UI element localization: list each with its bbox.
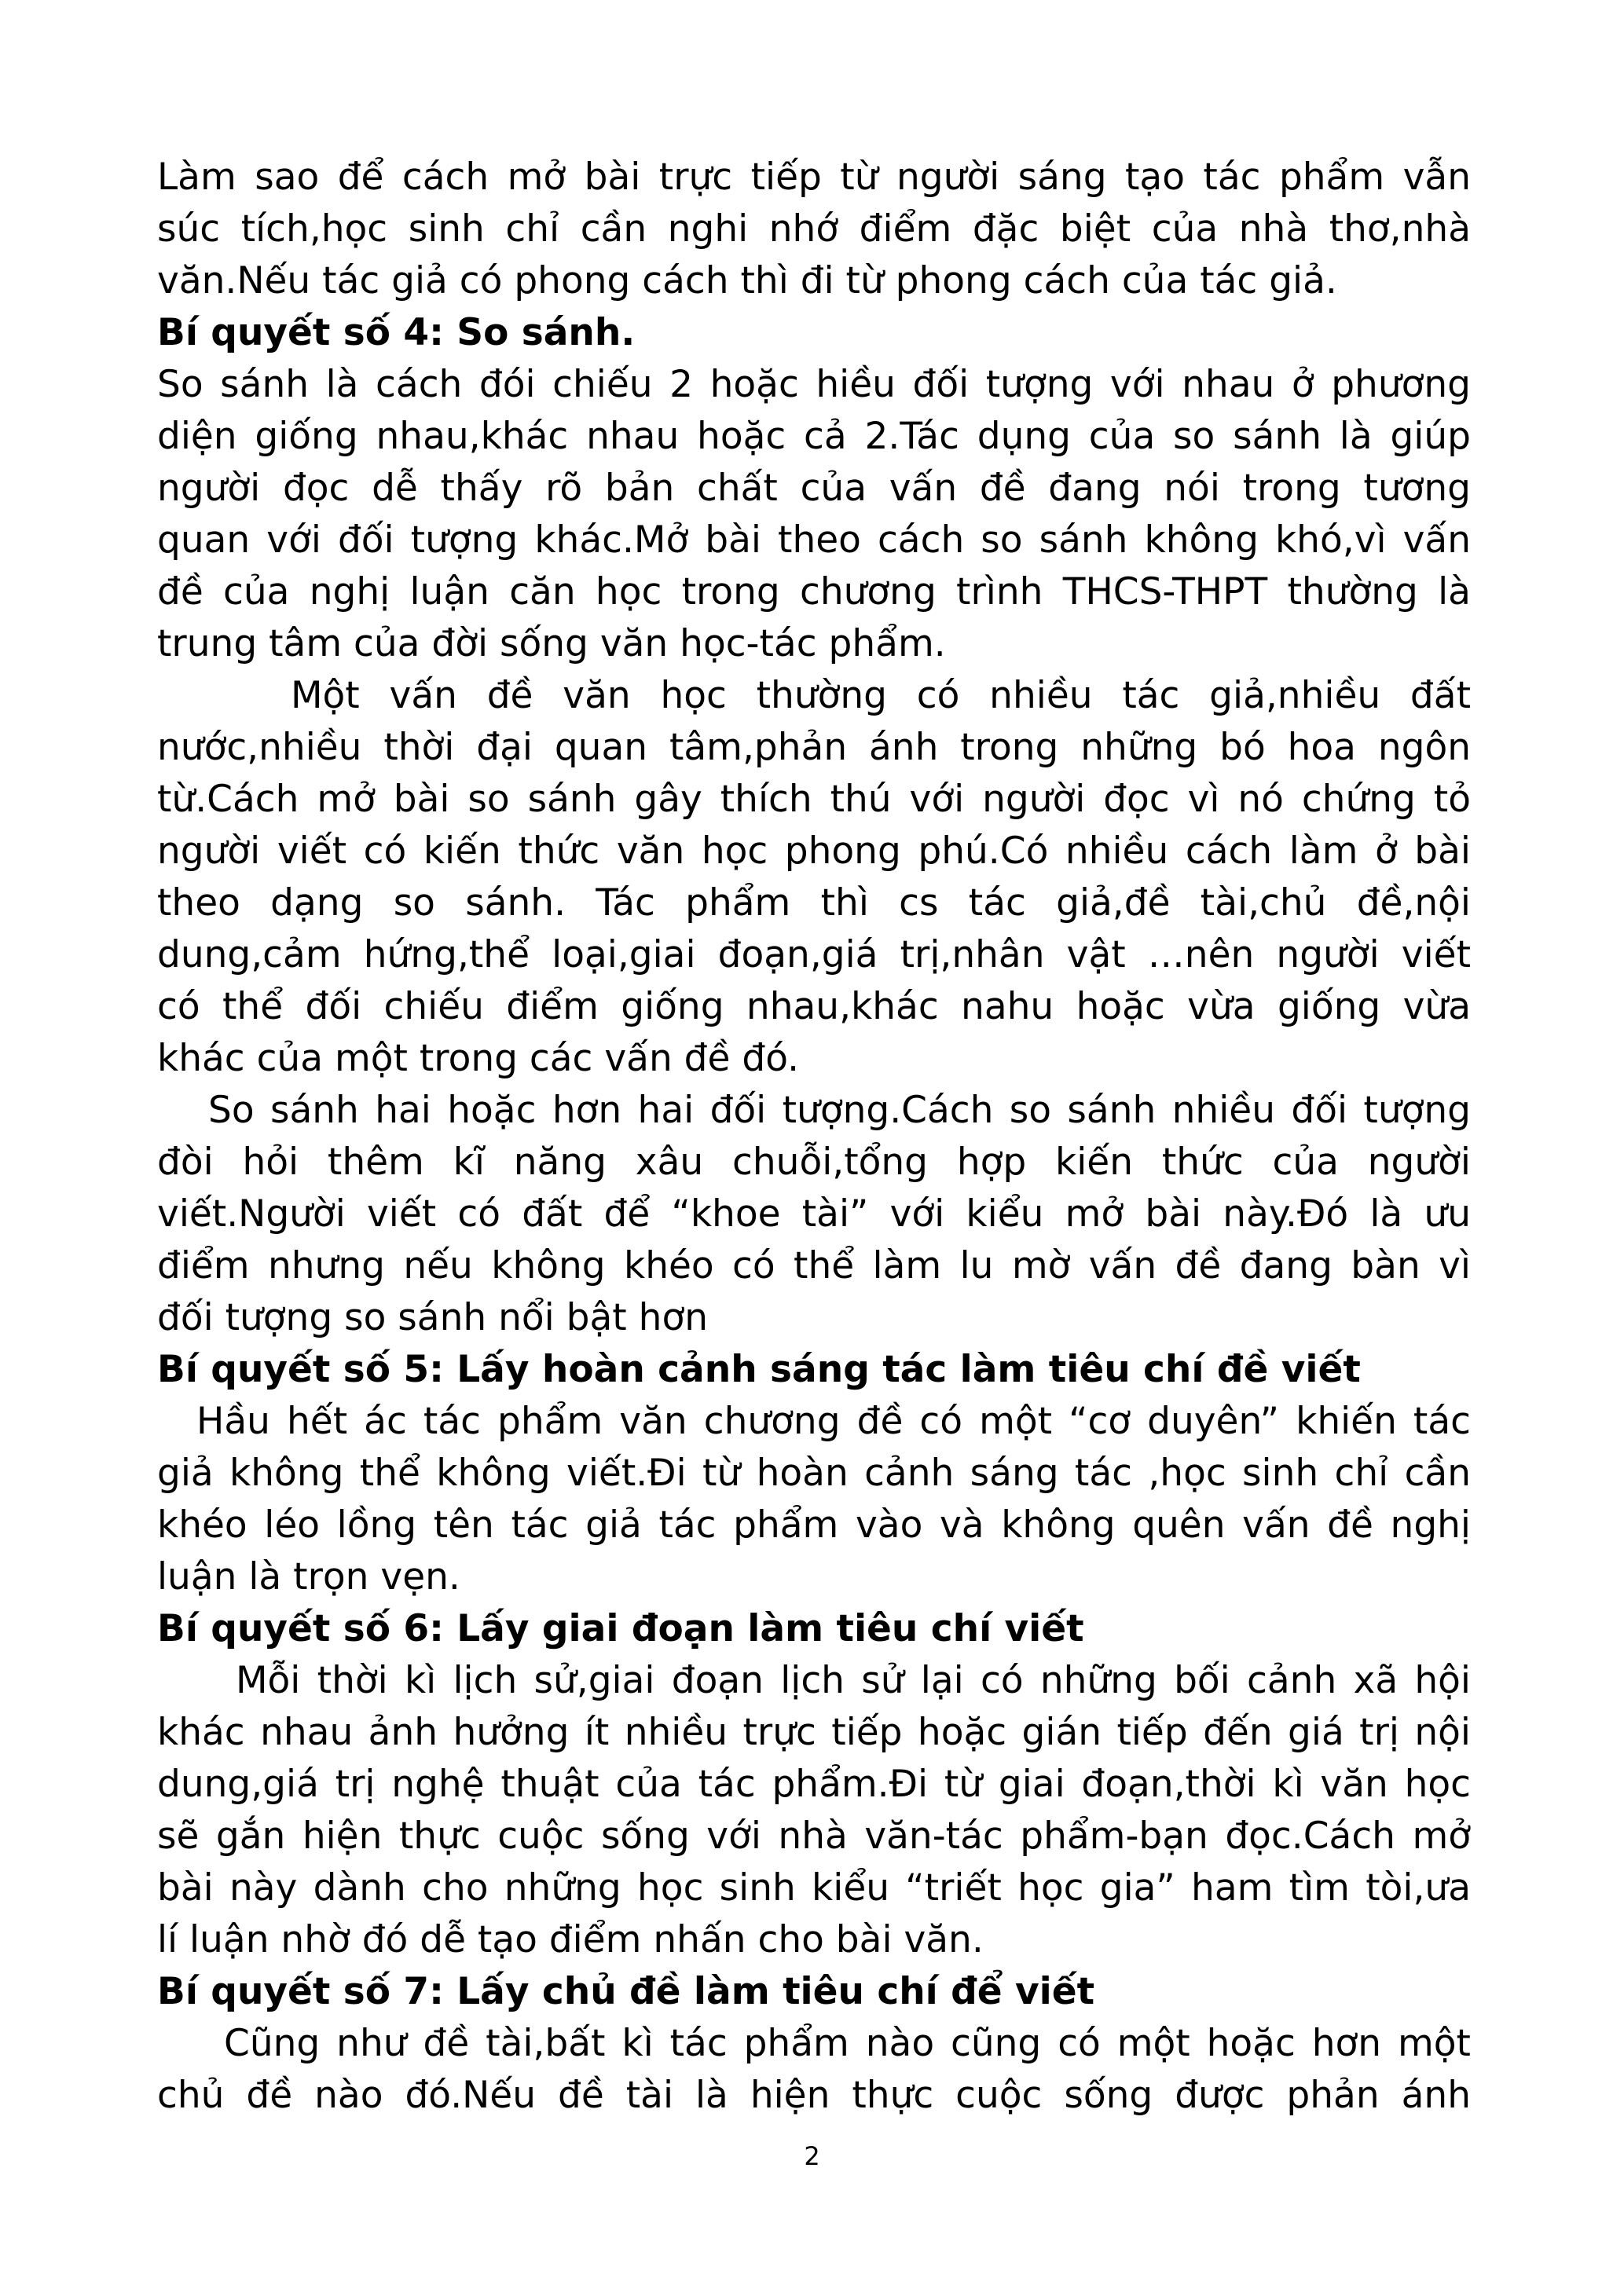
paragraph-line: sẽ gắn hiện thực cuộc sống với nhà văn-tác phẩm-bạn đọc.Cách mở [157, 1814, 1471, 1858]
paragraph-line: có thể đối chiếu điểm giống nhau,khác nahu hoặc vừa giống vừa [157, 985, 1471, 1028]
paragraph-line: đề của nghị luận căn học trong chương trình THCS-THPT thường là [157, 570, 1471, 613]
paragraph-line: khác nhau ảnh hưởng ít nhiều trực tiếp hoặc gián tiếp đến giá trị nội [157, 1711, 1471, 1754]
paragraph-line: từ.Cách mở bài so sánh gây thích thú với người đọc vì nó chứng tỏ [157, 778, 1471, 821]
section-heading-4: Bí quyết số 4: So sánh. [157, 311, 636, 354]
paragraph-line: chủ đề nào đó.Nếu đề tài là hiện thực cuộc sống được phản ánh [157, 2074, 1471, 2117]
paragraph-line: khéo léo lồng tên tác giả tác phẩm vào và không quên vấn đề nghị [157, 1503, 1471, 1547]
paragraph-line: đòi hỏi thêm kĩ năng xâu chuỗi,tổng hợp kiến thức của người [157, 1141, 1471, 1184]
paragraph-line: Hầu hết ác tác phẩm văn chương đề có một “cơ duyên” khiến tác [196, 1400, 1471, 1443]
paragraph-line: theo dạng so sánh. Tác phẩm thì cs tác giả,đề tài,chủ đề,nội [157, 881, 1471, 925]
paragraph-line: giả không thể không viết.Đi từ hoàn cảnh sáng tác ,học sinh chỉ cần [157, 1452, 1471, 1495]
paragraph-line: khác của một trong các vấn đề đó. [157, 1037, 800, 1080]
paragraph-line: Mỗi thời kì lịch sử,giai đoạn lịch sử lại có những bối cảnh xã hội [236, 1659, 1471, 1702]
section-heading-7: Bí quyết số 7: Lấy chủ đề làm tiêu chí để viết [157, 1970, 1095, 2013]
paragraph-line: So sánh hai hoặc hơn hai đối tượng.Cách so sánh nhiều đối tượng [208, 1089, 1471, 1132]
paragraph-line: dung,cảm hứng,thể loại,giai đoạn,giá trị,nhân vật …nên người viết [157, 933, 1471, 976]
paragraph-line: quan với đối tượng khác.Mở bài theo cách so sánh không khó,vì vấn [157, 518, 1471, 562]
paragraph-line: bài này dành cho những học sinh kiểu “triết học gia” ham tìm tòi,ưa [157, 1866, 1471, 1910]
page-number: 2 [804, 2141, 820, 2171]
paragraph-line: điểm nhưng nếu không khéo có thể làm lu mờ vấn đề đang bàn vì [157, 1244, 1471, 1287]
section-heading-6: Bí quyết số 6: Lấy giai đoạn làm tiêu chí viết [157, 1607, 1084, 1650]
paragraph-line: nước,nhiều thời đại quan tâm,phản ánh trong những bó hoa ngôn [157, 726, 1471, 769]
paragraph-line: văn.Nếu tác giả có phong cách thì đi từ phong cách của tác giả. [157, 259, 1337, 302]
paragraph-line: đối tượng so sánh nổi bật hơn [157, 1296, 708, 1339]
paragraph-line: dung,giá trị nghệ thuật của tác phẩm.Đi từ giai đoạn,thời kì văn học [157, 1763, 1471, 1806]
paragraph-line: diện giống nhau,khác nhau hoặc cả 2.Tác dụng của so sánh là giúp [157, 415, 1471, 458]
section-heading-5: Bí quyết số 5: Lấy hoàn cảnh sáng tác làm tiêu chí đề viết [157, 1348, 1361, 1391]
paragraph-line: viết.Người viết có đất để “khoe tài” với kiểu mở bài này.Đó là ưu [157, 1192, 1471, 1236]
paragraph-line: người đọc dễ thấy rõ bản chất của vấn đề đang nói trong tương [157, 467, 1471, 510]
paragraph-line: luận là trọn vẹn. [157, 1555, 460, 1598]
paragraph-line: lí luận nhờ đó dễ tạo điểm nhấn cho bài văn. [157, 1918, 984, 1961]
paragraph-line: So sánh là cách đói chiếu 2 hoặc hiều đối tượng với nhau ở phương [157, 363, 1471, 406]
paragraph-line: súc tích,học sinh chỉ cần nghi nhớ điểm đặc biệt của nhà thơ,nhà [157, 207, 1471, 251]
paragraph-line: Một vấn đề văn học thường có nhiều tác giả,nhiều đất [291, 674, 1471, 717]
paragraph-line: Làm sao để cách mở bài trực tiếp từ người sáng tạo tác phẩm vẫn [157, 156, 1471, 199]
paragraph-line: trung tâm của đời sống văn học-tác phẩm. [157, 622, 946, 665]
paragraph-line: người viết có kiến thức văn học phong phú.Có nhiều cách làm ở bài [157, 829, 1471, 873]
paragraph-line: Cũng như đề tài,bất kì tác phẩm nào cũng có một hoặc hơn một [224, 2022, 1471, 2065]
